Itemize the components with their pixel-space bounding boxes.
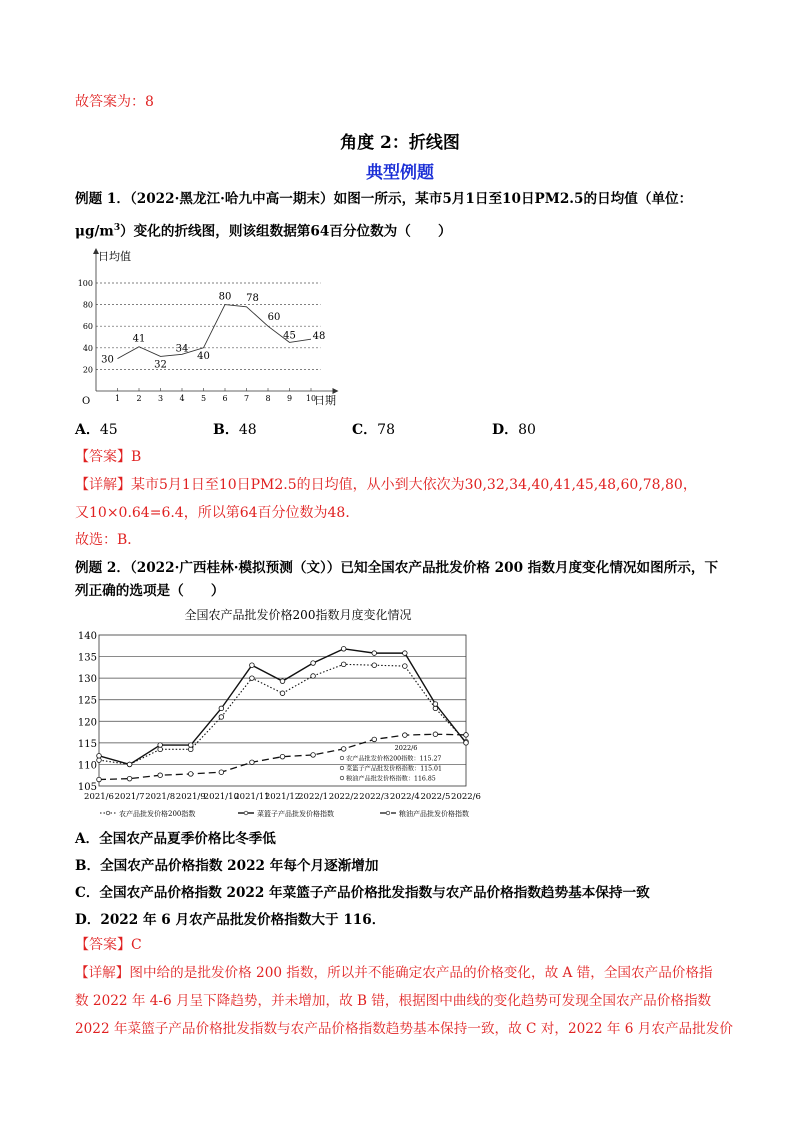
chart2-point <box>219 706 224 711</box>
chart2-ytick-label: 130 <box>77 674 97 686</box>
chart1-xtick-label: 10 <box>305 394 317 403</box>
ex2-option: C．全国农产品价格指数 2022 年菜篮子产品价格批发指数与农产品价格指数趋势基本保持一致 <box>75 885 650 901</box>
ex2-answer: 【答案】C <box>75 937 142 953</box>
chart2-point <box>341 647 346 652</box>
chart2-xtick-label: 2021/6 <box>84 792 114 802</box>
chart1-origin: O <box>82 396 91 407</box>
chart1-data-label: 41 <box>132 333 146 345</box>
chart2-annotation <box>340 744 442 783</box>
chart1-data-label: 80 <box>218 291 232 303</box>
chart2-point <box>219 770 224 775</box>
chart2-point <box>372 737 377 742</box>
chart2-ytick-label: 110 <box>77 760 97 772</box>
chart1-data-label: 34 <box>175 343 189 355</box>
ex1-unit-sup: 3 <box>113 223 121 233</box>
chart1-series <box>118 305 312 359</box>
chart2-point <box>403 664 408 669</box>
ex1-conclusion: 故选：B． <box>75 532 142 548</box>
chart2-legend-marker <box>106 811 110 815</box>
chart2-annotation-line: 农产品批发价格200指数：115.27 <box>346 755 442 763</box>
chart2-gridlines <box>99 635 466 786</box>
chart2-point <box>372 663 377 668</box>
ex1-option-key: D． <box>492 422 519 438</box>
ex1-option-value: 48 <box>238 422 257 438</box>
ex2-line2: 列正确的选项是（ ） <box>75 583 225 599</box>
chart2-annotation-marker <box>340 776 344 780</box>
ex2-detail-line: 数 2022 年 4-6 月呈下降趋势，并未增加，故 B 错，根据图中曲线的变化趋势可发现全国农产品价格指数 <box>75 993 712 1009</box>
chart2-legend-marker <box>386 811 390 815</box>
chart1-ytick-label: 60 <box>82 322 93 332</box>
chart2-annotation-marker <box>340 756 344 760</box>
chart1-data-label: 60 <box>267 312 281 324</box>
section-title: 角度 2：折线图 <box>340 133 460 153</box>
chart2-xtick-label: 2021/11 <box>234 792 270 802</box>
ex1-option-key: C． <box>352 422 378 438</box>
chart1-data-labels <box>101 292 325 371</box>
chart2-legend-label: 粮油产品批发价格指数 <box>399 810 469 818</box>
chart2-ytick-label: 120 <box>77 717 97 729</box>
chart2-point <box>188 772 193 777</box>
ex2-option: B．全国农产品价格指数 2022 年每个月逐渐增加 <box>75 858 379 874</box>
chart2-point <box>464 741 469 746</box>
chart2-title: 全国农产品批发价格200指数月度变化情况 <box>184 608 412 622</box>
ex2-option: A．全国农产品夏季价格比冬季低 <box>75 831 276 847</box>
chart2-point <box>97 758 102 763</box>
chart2-annotation-marker <box>340 766 344 770</box>
chart1-xtick-label: 4 <box>179 394 185 403</box>
chart2-point <box>403 651 408 656</box>
ex1-unit: μg/m <box>75 223 114 240</box>
chart1-xtick-label: 6 <box>222 394 228 403</box>
chart2-point <box>464 733 469 738</box>
chart2-point <box>97 754 102 759</box>
chart2-legend-label: 农产品批发价格200指数 <box>119 810 196 818</box>
chart2-ytick-label: 135 <box>77 652 97 664</box>
chart1-xlabel: 日期 <box>314 394 336 407</box>
ex1-line2 <box>75 218 452 242</box>
chart1-data-label: 32 <box>154 359 167 371</box>
chart2-xtick-label: 2021/10 <box>203 792 239 802</box>
top-answer-value: 8 <box>145 94 154 110</box>
chart2-ytick-label: 125 <box>77 695 97 707</box>
chart1-tick-labels <box>78 279 316 403</box>
chart2-point <box>372 651 377 656</box>
chart2-xtick-label: 2022/2 <box>328 792 359 802</box>
chart1-xtick-label: 7 <box>243 394 250 403</box>
subsection-title: 典型例题 <box>366 163 434 183</box>
chart2-point <box>311 753 316 758</box>
chart1-data-label: 40 <box>197 350 210 362</box>
ex2-option: D．2022 年 6 月农产品批发价格指数大于 116． <box>75 912 386 928</box>
ex1-answer: 【答案】B <box>75 449 142 465</box>
chart2-xtick-label: 2021/12 <box>264 792 301 802</box>
ex1-option-value: 45 <box>99 422 118 438</box>
chart1-axes <box>93 248 339 394</box>
chart2-xtick-label: 2022/5 <box>420 792 451 802</box>
ex1-option-key: A． <box>75 422 100 438</box>
chart2-point <box>97 777 102 782</box>
chart2-annotation-line: 粮油产品批发价格指数：116.85 <box>346 775 436 783</box>
chart1-xtick-label: 2 <box>136 394 142 403</box>
chart2-legend-label: 菜篮子产品批发价格指数 <box>257 810 334 818</box>
chart1-xtick-label: 3 <box>157 394 164 403</box>
ex1-detail-line2: 又10×0.64=6.4，所以第64百分位数为48． <box>75 505 360 521</box>
chart1-data-label: 78 <box>246 292 259 304</box>
chart1-ytick-label: 80 <box>82 300 93 310</box>
chart2-xtick-label: 2022/1 <box>298 792 329 802</box>
ex1-option <box>352 420 395 440</box>
chart2-point <box>280 691 285 696</box>
chart2-point <box>311 674 316 679</box>
chart2-legend-marker <box>244 811 248 815</box>
chart1-xtick-label: 5 <box>200 394 207 403</box>
chart2-agri-price-index <box>77 603 490 821</box>
chart1-data-label: 45 <box>283 330 296 342</box>
chart2-point <box>219 715 224 720</box>
chart2-point <box>311 661 316 666</box>
chart2-xtick-label: 2022/4 <box>389 792 420 802</box>
chart1-ytick-label: 100 <box>77 279 93 288</box>
ex2-line1: 例题 2．（2022·广西桂林·模拟预测（文））已知全国农产品批发价格 200 指数月度变化情况如图所示，下 <box>75 560 719 576</box>
chart2-point <box>433 702 438 707</box>
chart1-data-label: 48 <box>312 331 326 343</box>
chart2-ytick-label: 115 <box>77 738 97 750</box>
chart2-xtick-label: 2021/7 <box>114 792 145 802</box>
chart2-point <box>188 747 193 752</box>
chart1-line <box>118 305 312 359</box>
chart1-ytick-label: 20 <box>82 365 93 375</box>
chart2-point <box>127 762 132 767</box>
chart1-data-label: 30 <box>101 354 114 366</box>
top-answer <box>75 92 154 112</box>
chart2-point <box>250 676 255 681</box>
chart2-point <box>158 743 163 748</box>
chart2-point <box>158 747 163 752</box>
chart2-point <box>188 743 193 748</box>
top-answer-prefix: 故答案为： <box>75 94 145 110</box>
chart2-point <box>250 663 255 668</box>
ex1-line2-rest: ）变化的折线图，则该组数据第64百分位数为（ ） <box>120 223 452 240</box>
chart2-point <box>280 679 285 684</box>
chart2-xtick-label: 2021/9 <box>175 792 206 802</box>
chart2-point <box>433 732 438 737</box>
chart2-xtick-label: 2022/6 <box>451 792 481 802</box>
chart2-annotation-line: 菜篮子产品批发价格指数：115.01 <box>346 765 442 773</box>
ex1-option-value: 80 <box>518 422 536 438</box>
chart1-xtick-label: 8 <box>265 394 271 403</box>
chart2-ytick-label: 140 <box>77 631 97 642</box>
chart1-xtick-label: 9 <box>286 394 293 403</box>
ex1-option-value: 78 <box>377 422 395 438</box>
chart1-ylabel: 日均值 <box>98 250 131 263</box>
ex1-detail-line1: 【详解】某市5月1日至10日PM2.5的日均值，从小到大依次为30,32,34,40,41,45,48,60,78,80， <box>75 477 697 493</box>
ex1-option <box>213 420 257 440</box>
ex1-option <box>492 420 536 440</box>
chart2-point <box>403 733 408 738</box>
chart2-xtick-label: 2021/8 <box>145 792 176 802</box>
chart2-legend <box>100 809 469 818</box>
chart2-annotation-title: 2022/6 <box>394 744 418 752</box>
chart2-point <box>158 773 163 778</box>
chart1-xtick-label: 1 <box>114 394 121 403</box>
chart2-point <box>250 760 255 765</box>
ex1-option <box>75 420 118 440</box>
chart1-ytick-label: 40 <box>82 343 93 353</box>
chart2-point <box>341 662 346 667</box>
ex2-detail-line: 【详解】图中给的是批发价格 200 指数，所以并不能确定农产品的价格变化，故 A 错，全国农产品价格指 <box>75 965 713 981</box>
ex2-detail-line: 2022 年菜篮子产品价格批发指数与农产品价格指数趋势基本保持一致，故 C 对，2022 年 6 月农产品批发价 <box>75 1021 733 1037</box>
chart2-point <box>280 754 285 759</box>
ex1-option-key: B． <box>213 422 239 438</box>
chart2-xtick-label: 2022/3 <box>359 792 390 802</box>
chart2-point <box>127 776 132 781</box>
chart1-daily-pm25 <box>78 244 358 414</box>
ex1-line1: 例题 1．（2022·黑龙江·哈九中高一期末）如图一所示，某市5月1日至10日PM2.5的日均值（单位： <box>75 191 693 207</box>
chart2-plot-frame <box>99 635 466 786</box>
chart2-point <box>341 747 346 752</box>
chart2-ytick-label: 105 <box>77 782 97 793</box>
